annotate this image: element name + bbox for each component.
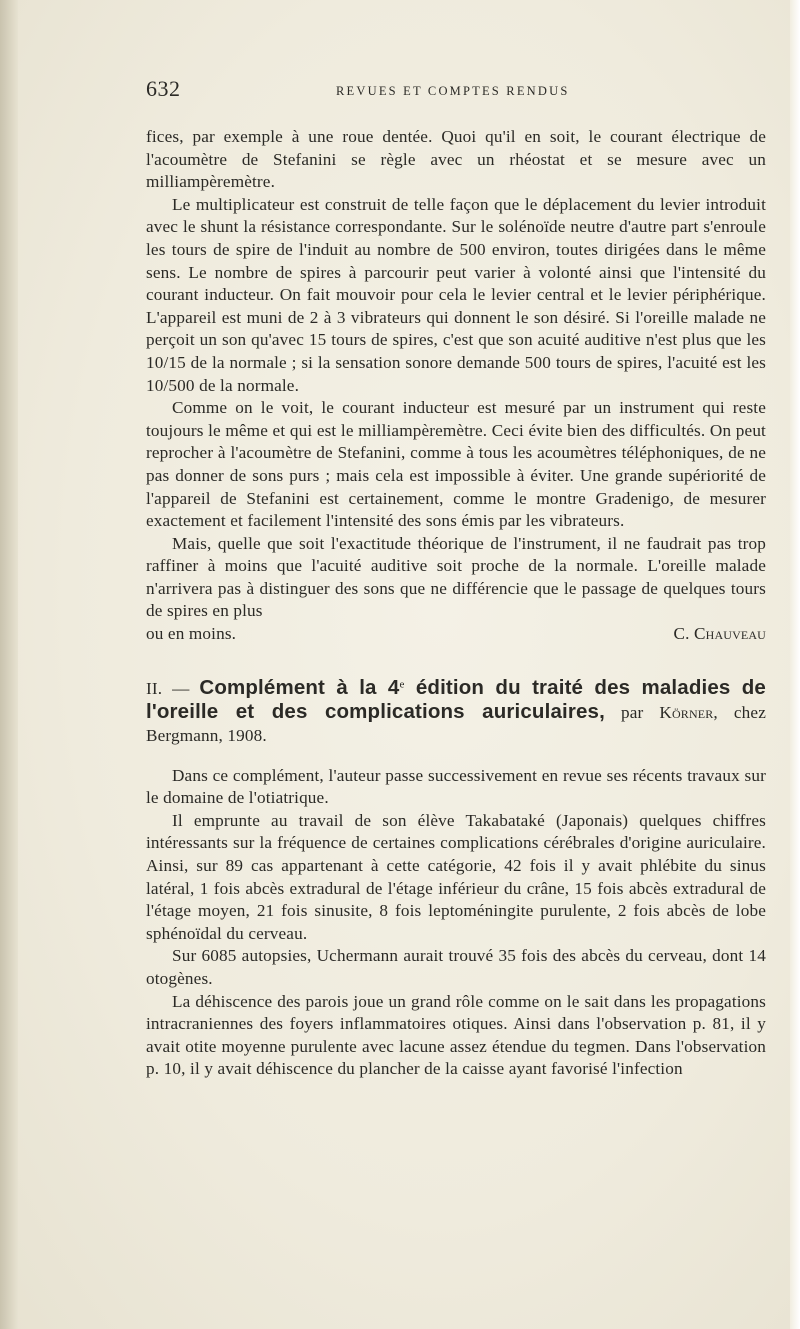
review-signature: C. Chauveau (673, 624, 766, 644)
review-title-part2: édition du traité des maladies de l'oreille et des complications auriculaires, (146, 675, 766, 723)
running-head: REVUES ET COMPTES RENDUS (336, 84, 570, 98)
page-number: 632 (146, 76, 181, 101)
review-by: par (604, 702, 660, 722)
body-text (146, 126, 766, 1081)
review-author: Körner (659, 702, 714, 722)
paragraph: Dans ce complément, l'auteur passe successivement en revue ses récents travaux sur le domaine de l'otiatrique. (146, 765, 766, 808)
paragraph: fices, par exemple à une roue dentée. Quoi qu'il en soit, le courant électrique de l'acoumètre de Stefanini se règle avec un rhéostat et se mesure avec un milliampèremètre. (146, 127, 766, 192)
paragraph: Le multiplicateur est construit de telle façon que le déplacement du levier introduit avec le shunt la résistance correspondante. Sur le solénoïde neutre d'autre part s'enroule les tours de spire de l'induit au nombre de 500 environ, toutes dirigées dans le même sens. Le nombre de spires à parcourir peut varier à volonté ainsi que l'intensité du courant inducteur. On fait mouvoir pour cela le levier central et le levier périphérique. L'appareil est muni de 2 à 3 vibrateurs qui donnent le son désiré. Si l'oreille malade ne perçoit un son qu'avec 15 tours de spires, c'est que son acuité auditive n'est plus que les 10/15 de la normale ; si la sensation sonore demande 500 tours de spires, l'acuité est les 10/500 de la normale. (146, 194, 766, 395)
review-publisher: , chez Bergmann, 1908. (146, 702, 766, 745)
paragraph-end: ou en moins. (146, 624, 237, 644)
review-numeral: II. — (146, 678, 200, 698)
paragraph: Comme on le voit, le courant inducteur est mesuré par un instrument qui reste toujours le même et qui est le milliampèremètre. Ceci évite bien des difficultés. On peut reprocher à l'acoumètre de Stefanini, comme à tous les acoumètres téléphoniques, de ne pas donner de sons purs ; mais cela est impossible à éviter. Une grande supériorité de l'appareil de Stefanini est certainement, comme le montre Gradenigo, de mesurer exactement et facilement l'intensité des sons émis par les vibrateurs. (146, 398, 766, 531)
review-title-superscript: e (399, 677, 405, 690)
paragraph: La déhiscence des parois joue un grand rôle comme on le sait dans les propagations intracraniennes des foyers inflammatoires otiques. Ainsi dans l'observation p. 81, il y avait otite moyenne purulente avec lacune assez étendue du tegmen. Dans l'observation p. 10, il y avait déhiscence du plancher de la caisse ayant favorisé l'infection (146, 991, 766, 1079)
page-spine-shadow (0, 0, 18, 1329)
paragraph: Mais, quelle que soit l'exactitude théorique de l'instrument, il ne faudrait pas trop raffiner à moins que l'acuité auditive soit proche de la normale. L'oreille malade n'arrivera pas à distinguer des sons que ne différencie que le passage de quelques tours de spires en plus (146, 533, 766, 621)
review-heading (146, 676, 766, 747)
signature-line (146, 623, 766, 646)
page-header (146, 76, 766, 106)
review-title-part1: Complément à la 4 (199, 675, 400, 699)
paragraph: Il emprunte au travail de son élève Takabataké (Japonais) quelques chiffres intéressants sur la fréquence de certaines complications cérébrales d'origine auriculaire. Ainsi, sur 89 cas appartenant à cette catégorie, 42 fois il y avait phlébite du sinus latéral, 1 fois abcès extradural de l'étage inférieur du crâne, 15 fois abcès extradural de l'étage moyen, 21 fois sinusite, 8 fois leptoméningite purulente, 2 fois abcès de lobe sphénoïdal du cerveau. (146, 810, 766, 943)
page-right-edge (790, 0, 800, 1329)
paragraph: Sur 6085 autopsies, Uchermann aurait trouvé 35 fois des abcès du cerveau, dont 14 otogènes. (146, 946, 766, 988)
